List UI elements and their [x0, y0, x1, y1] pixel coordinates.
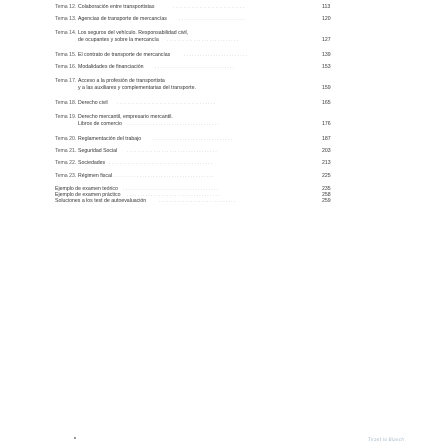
- toc-entry: [55, 52, 355, 59]
- toc-entry-page: 153: [322, 64, 331, 70]
- leader-dots: .............................: [159, 198, 237, 203]
- toc-entry: [55, 30, 355, 37]
- toc-entry-page: 203: [322, 148, 331, 154]
- toc-entry-number: Tema 14.: [55, 30, 77, 36]
- toc-extra-title: Soluciones a los test de autoevaluación: [55, 198, 147, 204]
- publisher-logo: Tirant lo Blanch: [368, 437, 405, 442]
- toc-entry-number: Tema 17.: [55, 78, 77, 84]
- toc-entry-title: Derecho mercantil, empresario mercantil.: [78, 114, 173, 120]
- toc-entry-title: Sociedades: [78, 160, 106, 166]
- leader-dots: ...........................: [173, 4, 246, 9]
- toc-entry: [55, 100, 355, 107]
- leader-dots: .........................: [179, 16, 246, 21]
- toc-entry-page: 225: [322, 173, 331, 179]
- toc-entry: [55, 64, 355, 71]
- toc-entry-title: Reglamentación del trabajo: [78, 136, 142, 142]
- toc-extra-title: Ejemplo de examen práctico: [55, 192, 121, 198]
- leader-dots: ...................................: [127, 192, 221, 197]
- toc-entry-title: Régimen fiscal: [78, 173, 113, 179]
- leader-dots: ..............................: [153, 136, 234, 141]
- toc-extra-entry: [55, 198, 355, 205]
- leader-dots: ..................................: [127, 148, 218, 153]
- toc-entry: [55, 148, 355, 155]
- leader-dots: .....................................: [117, 100, 217, 105]
- toc-extra-page: 258: [322, 192, 331, 198]
- toc-entry-continuation: [55, 37, 355, 44]
- toc-entry-number: Tema 23.: [55, 173, 77, 179]
- toc-entry-page: 113: [322, 4, 331, 10]
- toc-entry-title-line2: Libros de comercio: [78, 121, 122, 127]
- toc-entry-title-line2: y a las auxiliares y complementarias del transporte.: [78, 85, 196, 91]
- toc-entry-continuation: [55, 85, 355, 92]
- toc-extra-title: Ejemplo de examen teórico: [55, 186, 118, 192]
- toc-entry-number: Tema 12.: [55, 4, 77, 10]
- toc-entry-number: Tema 18.: [55, 100, 77, 106]
- toc-entry-title: Los seguros del vehículo. Responsabilidad civil,: [78, 30, 189, 36]
- bullet-mark: [74, 437, 76, 439]
- toc-entry-number: Tema 22.: [55, 160, 77, 166]
- toc-entry-number: Tema 13.: [55, 16, 77, 22]
- toc-entry: [55, 114, 355, 121]
- toc-entry-continuation: [55, 121, 355, 128]
- leader-dots: ...........................: [167, 37, 240, 42]
- toc-entry: [55, 173, 355, 180]
- toc-entry: [55, 16, 355, 23]
- toc-extra-page: 259: [322, 198, 331, 204]
- leader-dots: .......................................: [109, 160, 214, 165]
- toc-entry-page: 176: [322, 121, 331, 127]
- toc-entry-page: 159: [322, 85, 331, 91]
- toc-entry-page: 139: [322, 52, 331, 58]
- toc-entry-page: 165: [322, 100, 331, 106]
- leader-dots: ......................................: [113, 173, 215, 178]
- toc-entry-page: 127: [322, 37, 331, 43]
- toc-entry-title: Colaboración entre transportistas: [78, 4, 155, 10]
- toc-entry-page: 213: [322, 160, 331, 166]
- toc-entry-page: 187: [322, 136, 331, 142]
- toc-entry: [55, 4, 355, 11]
- toc-entry-title-line2: de ocupantes y sobre la mercancía: [78, 37, 159, 43]
- toc-entry-title: El contrato de transporte de mercancías: [78, 52, 171, 58]
- leader-dots: ..............................: [155, 64, 236, 69]
- toc-entry: [55, 160, 355, 167]
- toc-entry-title: Agencias de transporte de mercancías: [78, 16, 167, 22]
- toc-entry: [55, 136, 355, 143]
- leader-dots: ........................: [184, 52, 249, 57]
- toc-entry-title: Seguridad Social: [78, 148, 118, 154]
- toc-entry-number: Tema 15.: [55, 52, 77, 58]
- toc-entry-number: Tema 21.: [55, 148, 77, 154]
- toc-entry-page: 120: [322, 16, 331, 22]
- toc-entry-number: Tema 16.: [55, 64, 77, 70]
- toc-extra-page: 235: [322, 186, 331, 192]
- toc-entry-title: Acceso a la profesión de transportista: [78, 78, 165, 84]
- toc-entry-title: Derecho civil: [78, 100, 108, 106]
- leader-dots: ....................................: [123, 186, 220, 191]
- toc-entry: [55, 78, 355, 85]
- toc-entry-number: Tema 20.: [55, 136, 77, 142]
- toc-entry-title: Modalidades de financiación: [78, 64, 144, 70]
- leader-dots: ..................................: [129, 121, 220, 126]
- toc-entry-number: Tema 19.: [55, 114, 77, 120]
